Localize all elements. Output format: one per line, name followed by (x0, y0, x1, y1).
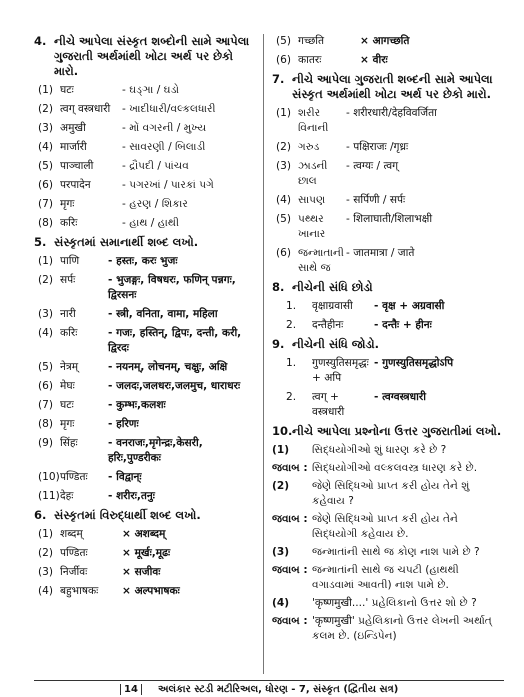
list-item (272, 212, 504, 242)
list-item (34, 326, 256, 356)
question-8-items (272, 299, 504, 333)
item-word: दन्तैहीनः (312, 319, 344, 331)
list-item (34, 83, 256, 98)
item-word: शब्दम् (60, 528, 83, 540)
item-word: कातरः (298, 54, 322, 66)
list-item (34, 379, 256, 394)
item-word: શરીર વિનાની (298, 107, 329, 134)
item-answer: - शरीरः,तनुः (108, 490, 155, 502)
item-number: (2) (38, 547, 54, 559)
qa-label: જવાબ : (272, 615, 308, 627)
item-number: (1) (38, 84, 54, 96)
qa-text: સિદ્ધયોગીઓ વલ્કલવસ્ત્ર ધારણ કરે છે. (312, 462, 478, 474)
list-item (34, 489, 256, 504)
question-5-items (34, 254, 256, 504)
item-number: 2. (286, 391, 297, 403)
list-item (272, 356, 504, 386)
item-answer: - स्त्री, वनिता, वामा, महिला (108, 308, 218, 320)
item-number: (2) (276, 141, 292, 153)
item-answer: - त्वग्यः / त्वग् (346, 160, 399, 172)
item-answer: - દ્રૌપદી / પાંચવ (122, 160, 189, 172)
qa-row (272, 461, 504, 476)
item-answer: - भुजङ्गः, विषधरः, फणिन् पन्नगः, द्विरसनः (108, 274, 236, 301)
item-word: पण्डितः (60, 471, 88, 483)
item-word: घटः (60, 399, 74, 411)
item-answer: - शरीरधारी/देहविवर्जिता (346, 107, 437, 119)
qa-row (272, 512, 504, 542)
item-word: वृक्षाग्रवासी (312, 300, 353, 312)
item-word: मृगः (60, 418, 75, 430)
list-item (34, 527, 256, 542)
item-word: परपादेन (60, 179, 91, 191)
item-word: निर्जीवः (60, 566, 88, 578)
item-number: (5) (276, 213, 292, 225)
item-answer: - जातमात्रा / जाते (346, 247, 415, 259)
question-4-items (34, 83, 256, 231)
question-number: 9. (272, 337, 285, 351)
item-number: (3) (38, 122, 54, 134)
item-number: (4) (38, 141, 54, 153)
item-number: (8) (38, 217, 54, 229)
question-text: નીચે આપેલા પ્રશ્નોના ઉત્તર ગુજરાતીમાં લખો. (292, 424, 502, 438)
item-word: मेघः (60, 380, 75, 392)
list-item (34, 102, 256, 117)
item-number: (3) (38, 308, 54, 320)
list-item (272, 159, 504, 189)
list-item (272, 318, 504, 333)
qa-text: જેણે સિદ્ધિઓ પ્રાપ્ત કરી હોય તેને સિદ્ધયોગી કહેવાય છે. (312, 513, 458, 540)
item-word: ગરુડ (298, 141, 320, 153)
list-item (34, 360, 256, 375)
item-number: (5) (38, 361, 54, 373)
list-item (34, 436, 256, 466)
item-answer: - पक्षिराजः /गृध्रः (346, 141, 409, 153)
question-number: 8. (272, 280, 285, 294)
item-word: જન્માતાની સાથે જ (298, 247, 344, 274)
qa-row (272, 443, 504, 458)
item-word: अमुखी (60, 122, 86, 134)
question-9 (272, 337, 504, 352)
question-10 (272, 424, 504, 439)
item-answer: - સાવરણી / બિલાડી (122, 141, 206, 153)
item-number: (2) (38, 274, 54, 286)
item-word: पाणि (60, 255, 80, 267)
item-number: (11) (38, 490, 60, 502)
question-text: નીચેની સંધિ છોડો (292, 280, 373, 294)
item-answer: × सजीवः (122, 566, 161, 578)
question-text: સંસ્કૃતમાં વિરુદ્ધાર્થી શબ્દ લખો. (54, 508, 201, 522)
question-6 (34, 508, 256, 523)
question-number: 5. (34, 235, 47, 249)
list-item (34, 584, 256, 599)
qa-row (272, 563, 504, 593)
question-number: 6. (34, 508, 47, 522)
qa-text: જેણે સિદ્ધિઓ પ્રાપ્ત કરી હોય તેને શું કહેવાય ? (312, 480, 470, 507)
question-number: 10. (272, 424, 293, 438)
item-answer: - हस्तः, करः भुजः (108, 255, 178, 267)
item-number: 1. (286, 300, 297, 312)
item-number: (5) (276, 35, 292, 47)
item-answer: - जलदः,जलधरः,जलमुच, धाराधरः (108, 380, 241, 392)
item-answer: × अशब्दम् (122, 528, 166, 540)
item-answer: - नयनम्, लोचनम्, चक्षुः, अक्षि (108, 361, 228, 373)
item-word: गुणस्युतिसमृद्धः + अपि (312, 357, 369, 384)
question-4 (34, 34, 256, 79)
qa-label: જવાબ : (272, 564, 308, 576)
item-word: સાપણ (298, 194, 326, 206)
question-text: નીચેની સંધિ જોડો. (292, 337, 380, 351)
item-word: नेत्रम् (60, 361, 79, 373)
qa-row (272, 596, 504, 611)
question-number: 7. (272, 72, 285, 86)
list-item (34, 417, 256, 432)
item-answer: - हरिणः (108, 418, 139, 430)
item-answer: - वृक्ष + अग्रवासी (374, 300, 445, 312)
item-number: (3) (276, 160, 292, 172)
item-word: પથ્થર ખાનાર (298, 213, 326, 240)
item-word: त्वग् वस्त्रधारी (60, 103, 111, 115)
question-10-answers (272, 443, 504, 644)
item-answer: × मूर्खः,मूढः (122, 547, 171, 559)
item-number: (3) (38, 566, 54, 578)
qa-label: (1) (272, 444, 290, 456)
list-item (272, 390, 504, 420)
question-5 (34, 235, 256, 250)
item-answer: - त्वग्वस्त्रधारी (374, 391, 426, 403)
item-number: (4) (276, 194, 292, 206)
left-column (34, 34, 256, 603)
item-word: देहः (60, 490, 74, 502)
item-answer: - सर्पिणी / सर्पः (346, 194, 406, 206)
qa-label: જવાબ : (272, 462, 308, 474)
list-item (34, 121, 256, 136)
qa-text: જન્માતાંની સાથે જ કોણ નાશ પામે છે ? (312, 546, 480, 558)
item-number: (7) (38, 198, 54, 210)
list-item (34, 398, 256, 413)
question-8 (272, 280, 504, 295)
item-answer: × वीरः (360, 54, 388, 66)
list-item (34, 546, 256, 561)
item-word: सर्पः (60, 274, 76, 286)
item-answer: × आगच्छति (360, 35, 410, 47)
list-item (34, 197, 256, 212)
list-item (34, 140, 256, 155)
item-answer: - विद्वान्ः (108, 471, 142, 483)
list-item (34, 216, 256, 231)
question-text: સંસ્કૃતમાં સમાનાર્થી શબ્દ લખો. (54, 235, 199, 249)
item-answer: - મોં વગરની / મુખ્ય (122, 122, 207, 134)
question-number: 4. (34, 34, 47, 48)
qa-row (272, 545, 504, 560)
item-number: (6) (276, 54, 292, 66)
item-word: करिः (60, 327, 78, 339)
list-item (272, 34, 504, 49)
item-answer: - दन्तैः + हीनः (374, 319, 432, 331)
page-footer (34, 680, 504, 697)
list-item (272, 106, 504, 136)
item-answer: - गजः, हस्तिन्, द्विपः, दन्ती, करी, द्विरदः (108, 327, 242, 354)
qa-label: (2) (272, 480, 290, 492)
item-word: मृगः (60, 198, 75, 210)
item-word: नारी (60, 308, 76, 320)
list-item (272, 193, 504, 208)
list-item (34, 159, 256, 174)
list-item (34, 470, 256, 485)
item-word: घटः (60, 84, 74, 96)
item-answer: - कुम्भः,कलशः (108, 399, 166, 411)
footer-text: અલંકાર સ્ટડી મટીરિઅલ, ધોરણ - 7, સંસ્કૃત (દ્વિતીય સત્ર) (158, 683, 399, 695)
item-number: (6) (38, 179, 54, 191)
item-answer: - હરણ / શિકાર (122, 198, 188, 210)
qa-row (272, 614, 504, 644)
right-column (272, 34, 504, 647)
item-answer: × अल्पभाषकः (122, 585, 180, 597)
item-answer: - હાથ / હાથી (122, 217, 180, 229)
qa-label: જવાબ : (272, 513, 308, 525)
question-text: નીચે આપેલા ગુજરાતી શબ્દની સામે આપેલા સંસ્કૃત અર્થમાંથી ખોટા અર્થ પર છેકો મારો. (292, 72, 493, 101)
item-word: पाञ्चाली (60, 160, 94, 172)
item-answer: - ખાદીધારી/વલ્કલધારી (122, 103, 216, 115)
question-7 (272, 72, 504, 102)
item-number: (2) (38, 103, 54, 115)
qa-label: (4) (272, 597, 290, 609)
list-item (34, 565, 256, 580)
item-number: 2. (286, 319, 297, 331)
column-divider (263, 34, 264, 674)
item-answer: - ઘડ્ઞા / ઘડો (122, 84, 180, 96)
item-number: (1) (276, 107, 292, 119)
list-item (272, 299, 504, 314)
item-word: सिंहः (60, 437, 78, 449)
item-number: (1) (38, 255, 54, 267)
item-answer: - પગરખાં / પારકાં પગે (122, 179, 214, 191)
list-item (34, 254, 256, 269)
list-item (272, 246, 504, 276)
item-number: (6) (38, 380, 54, 392)
item-word: करिः (60, 217, 78, 229)
item-word: गच्छति (298, 35, 325, 47)
page-number: 14 (120, 684, 142, 695)
item-word: मार्जारी (60, 141, 87, 153)
qa-row (272, 479, 504, 509)
item-number: (1) (38, 528, 54, 540)
item-number: (5) (38, 160, 54, 172)
item-number: (9) (38, 437, 54, 449)
question-6-items (34, 527, 256, 599)
item-number: (8) (38, 418, 54, 430)
question-6-continued (272, 34, 504, 68)
qa-text: જન્માતાંની સાથે જ ચપટી (હાથથી વગાડવામાં આવતી) નાશ પામે છે. (312, 564, 459, 591)
item-number: (10) (38, 471, 60, 483)
qa-label: (3) (272, 546, 290, 558)
item-answer: - वनराजः,मृगेन्द्रः,केसरी, हरिः,पुण्डरीकः (108, 437, 203, 464)
item-number: (7) (38, 399, 54, 411)
item-answer: - शिलाघाती/शिलाभक्षी (346, 213, 433, 225)
list-item (34, 307, 256, 322)
item-word: पण्डितः (60, 547, 88, 559)
question-7-items (272, 106, 504, 276)
item-word: त्वग् + वस्त्रधारी (312, 391, 345, 418)
item-word: बहुभाषकः (60, 585, 99, 597)
list-item (272, 53, 504, 68)
qa-text: સિદ્ધયોગીઓ શું ધારણ કરે છે ? (312, 444, 447, 456)
list-item (34, 273, 256, 303)
qa-text: 'कृष्णमुखी' પ્રહેલિકાનો ઉત્તર લેખની અર્થાત્ કલમ છે. (ઇન્ડિપેન) (312, 615, 492, 642)
item-number: (4) (38, 585, 54, 597)
question-text: નીચે આપેલા સંસ્કૃત શબ્દોની સામે આપેલા ગુજરાતી અર્થમાંથી ખોટા અર્થ પર છેકો મારો. (54, 34, 250, 78)
list-item (272, 140, 504, 155)
item-number: 1. (286, 357, 297, 369)
item-number: (6) (276, 247, 292, 259)
question-9-items (272, 356, 504, 420)
item-number: (4) (38, 327, 54, 339)
list-item (34, 178, 256, 193)
item-answer: - गुणस्युतिसमृद्धोऽपि (374, 357, 454, 369)
qa-text: 'कृष्णमुखी....' પ્રહેલિકાનો ઉત્તર શો છે ? (312, 597, 477, 609)
item-word: ઝાડની છાલ (298, 160, 328, 187)
